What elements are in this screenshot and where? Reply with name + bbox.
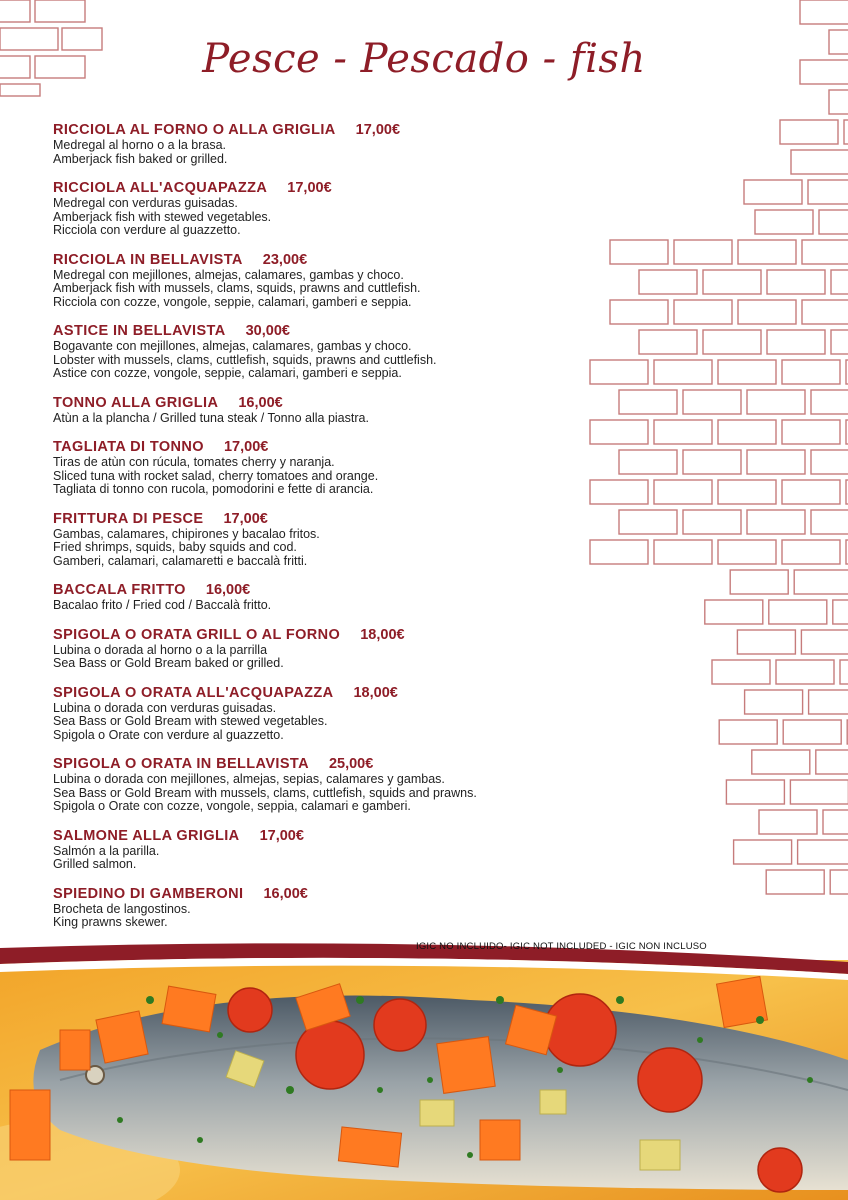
item-name: RICCIOLA IN BELLAVISTA [53,251,243,268]
brick-shape [759,810,817,834]
item-description [53,528,613,569]
brick-shape [747,390,805,414]
item-description [53,197,613,238]
description-line: Bogavante con mejillones, almejas, calamares, gambas y choco. [53,339,412,353]
menu-item [53,439,613,497]
item-price: 23,00€ [262,251,308,268]
menu-list [53,122,613,944]
brick-shape [35,0,85,22]
item-description [53,340,613,381]
brick-shape [752,750,810,774]
menu-item [53,828,613,872]
description-line: Medregal con verduras guisadas. [53,196,238,210]
description-line: Grilled salmon. [53,857,137,871]
brick-shape [790,780,848,804]
brick-shape [619,510,677,534]
brick-shape [766,870,824,894]
brick-shape [619,450,677,474]
brick-shape [619,390,677,414]
brick-shape [730,570,788,594]
menu-item [53,627,613,671]
description-line: Sea Bass or Gold Bream baked or grilled. [53,656,284,670]
brick-shape [776,660,834,684]
item-name: SALMONE ALLA GRIGLIA [53,827,240,844]
item-description [53,269,613,310]
item-description [53,456,613,497]
item-description [53,412,613,426]
brick-shape [654,540,712,564]
brick-shape [811,450,848,474]
brick-shape [674,300,732,324]
item-description [53,599,613,613]
brick-shape [831,330,848,354]
description-line: Sea Bass or Gold Bream with stewed vegetables. [53,714,328,728]
brick-shape [705,600,763,624]
description-line: Atùn a la plancha / Grilled tuna steak / Tonno alla piastra. [53,410,369,425]
brick-shape [734,840,792,864]
brick-shape [829,90,848,114]
description-line: Lubina o dorada con mejillones, almejas, sepias, calamares y gambas. [53,772,445,786]
brick-shape [718,540,776,564]
item-description [53,702,613,743]
tax-note: IGIC NO INCLUIDO- IGIC NOT INCLUDED - IGIC NON INCLUSO [416,941,707,952]
brick-shape [639,270,697,294]
item-name: SPIGOLA O ORATA ALL'ACQUAPAZZA [53,684,334,701]
item-price: 17,00€ [287,180,332,196]
brick-shape [816,750,848,774]
brick-shape [0,0,30,22]
brick-shape [767,270,825,294]
brick-shape [811,510,848,534]
item-name: ASTICE IN BELLAVISTA [53,323,226,339]
brick-shape [782,420,840,444]
page-title: Pesce - Pescado - fish [202,36,646,82]
menu-item [53,756,613,814]
item-price: 17,00€ [355,122,401,138]
item-description [53,773,613,814]
item-description [53,903,613,930]
brick-shape [738,300,796,324]
brick-shape [833,600,848,624]
brick-shape [712,660,770,684]
brick-shape [718,420,776,444]
item-name: TONNO ALLA GRIGLIA [53,394,219,411]
brick-shape [755,210,813,234]
brick-shape [808,180,848,204]
brick-shape [683,510,741,534]
description-line: Sliced tuna with rocket salad, cherry tomatoes and orange. [53,468,379,483]
item-description [53,644,613,671]
brick-shape [782,540,840,564]
item-name: SPIGOLA O ORATA IN BELLAVISTA [53,756,309,772]
description-line: Medregal con mejillones, almejas, calamares, gambas y choco. [53,267,404,282]
brick-shape [830,870,848,894]
menu-item [53,180,613,238]
menu-item [53,511,613,569]
item-price: 18,00€ [360,626,405,643]
description-line: Tiras de atùn con rúcula, tomates cherry y naranja. [53,455,335,469]
description-line: Ricciola con cozze, vongole, seppie, calamari, gamberi e seppia. [53,294,412,309]
description-line: Lubina o dorada con verduras guisadas. [53,700,277,715]
menu-item [53,582,613,613]
brick-shape [800,0,848,24]
brick-shape [674,240,732,264]
item-price: 16,00€ [263,885,308,902]
brick-shape [782,360,840,384]
brick-shape [769,600,827,624]
menu-item [53,685,613,743]
description-line: Amberjack fish baked or grilled. [53,151,228,166]
item-description [53,845,613,872]
brick-shape [780,120,838,144]
description-line: Gambas, calamares, chipirones y bacalao fritos. [53,526,320,541]
description-line: Bacalao frito / Fried cod / Baccalà fritto. [53,598,272,612]
fish-dish-photo [0,940,848,1200]
brick-shape [840,660,848,684]
description-line: Lobster with mussels, clams, cuttlefish, squids, prawns and cuttlefish. [53,352,437,367]
description-line: Spigola o Orate con cozze, vongole, seppia, calamari e gamberi. [53,799,411,813]
item-name: FRITTURA DI PESCE [53,510,204,527]
brick-shape [747,450,805,474]
description-line: King prawns skewer. [53,915,168,929]
item-name: BACCALA FRITTO [53,582,186,598]
item-name: RICCIOLA AL FORNO O ALLA GRIGLIA [53,122,336,138]
menu-item [53,886,613,930]
item-price: 17,00€ [223,510,268,527]
description-line: Spigola o Orate con verdure al guazzetto. [53,727,284,742]
item-name: TAGLIATA DI TONNO [53,439,204,455]
brick-shape [719,720,777,744]
description-line: Amberjack fish with stewed vegetables. [53,209,272,224]
item-price: 17,00€ [223,439,269,455]
brick-shape [654,360,712,384]
brick-shape [801,630,848,654]
brick-shape [802,300,848,324]
brick-shape [747,510,805,534]
brick-shape [610,240,668,264]
brick-shape [718,480,776,504]
brick-shape [794,570,848,594]
item-price: 17,00€ [259,827,304,844]
item-price: 18,00€ [353,684,398,701]
item-price: 16,00€ [205,582,251,598]
brick-shape [654,480,712,504]
brick-shape [683,450,741,474]
brick-shape [844,120,848,144]
brick-shape [782,480,840,504]
brick-shape [831,270,848,294]
brick-shape [791,150,848,174]
brick-shape [767,330,825,354]
item-price: 30,00€ [245,323,290,339]
brick-shape [802,240,848,264]
brick-shape [819,210,848,234]
description-line: Astice con cozze, vongole, seppie, calamari, gamberi e seppia. [53,366,402,380]
description-line: Sea Bass or Gold Bream with mussels, clams, cuttlefish, squids and prawns. [53,785,477,800]
brick-shape [744,180,802,204]
item-name: RICCIOLA ALL'ACQUAPAZZA [53,180,268,196]
description-line: Gamberi, calamari, calamaretti e baccalà fritti. [53,553,308,568]
description-line: Salmón a la parilla. [53,843,160,858]
menu-item [53,395,613,426]
brick-shape [738,240,796,264]
description-line: Brocheta de langostinos. [53,901,191,916]
brick-shape [718,360,776,384]
item-name: SPIEDINO DI GAMBERONI [53,885,244,902]
description-line: Lubina o dorada al horno o a la parrilla [53,642,268,657]
brick-shape [811,390,848,414]
description-line: Ricciola con verdure al guazzetto. [53,223,241,237]
brick-shape [703,270,761,294]
description-line: Fried shrimps, squids, baby squids and cod. [53,540,297,554]
brick-shape [726,780,784,804]
description-line: Amberjack fish with mussels, clams, squids, prawns and cuttlefish. [53,281,421,295]
brick-shape [683,390,741,414]
brick-shape [639,330,697,354]
brick-shape [610,300,668,324]
item-price: 16,00€ [238,394,283,411]
menu-item [53,323,613,381]
brick-shape [703,330,761,354]
brick-shape [798,840,848,864]
brick-shape [0,84,40,96]
brick-shape [809,690,848,714]
menu-item [53,252,613,310]
item-description [53,139,613,166]
brick-shape [745,690,803,714]
item-name: SPIGOLA O ORATA GRILL O AL FORNO [53,626,341,643]
brick-shape [737,630,795,654]
item-price: 25,00€ [328,756,374,772]
brick-shape [654,420,712,444]
brick-shape [783,720,841,744]
brick-shape [823,810,848,834]
menu-item [53,122,613,166]
description-line: Tagliata di tonno con rucola, pomodorini e fette di arancia. [53,482,374,496]
description-line: Medregal al horno o a la brasa. [53,138,227,152]
